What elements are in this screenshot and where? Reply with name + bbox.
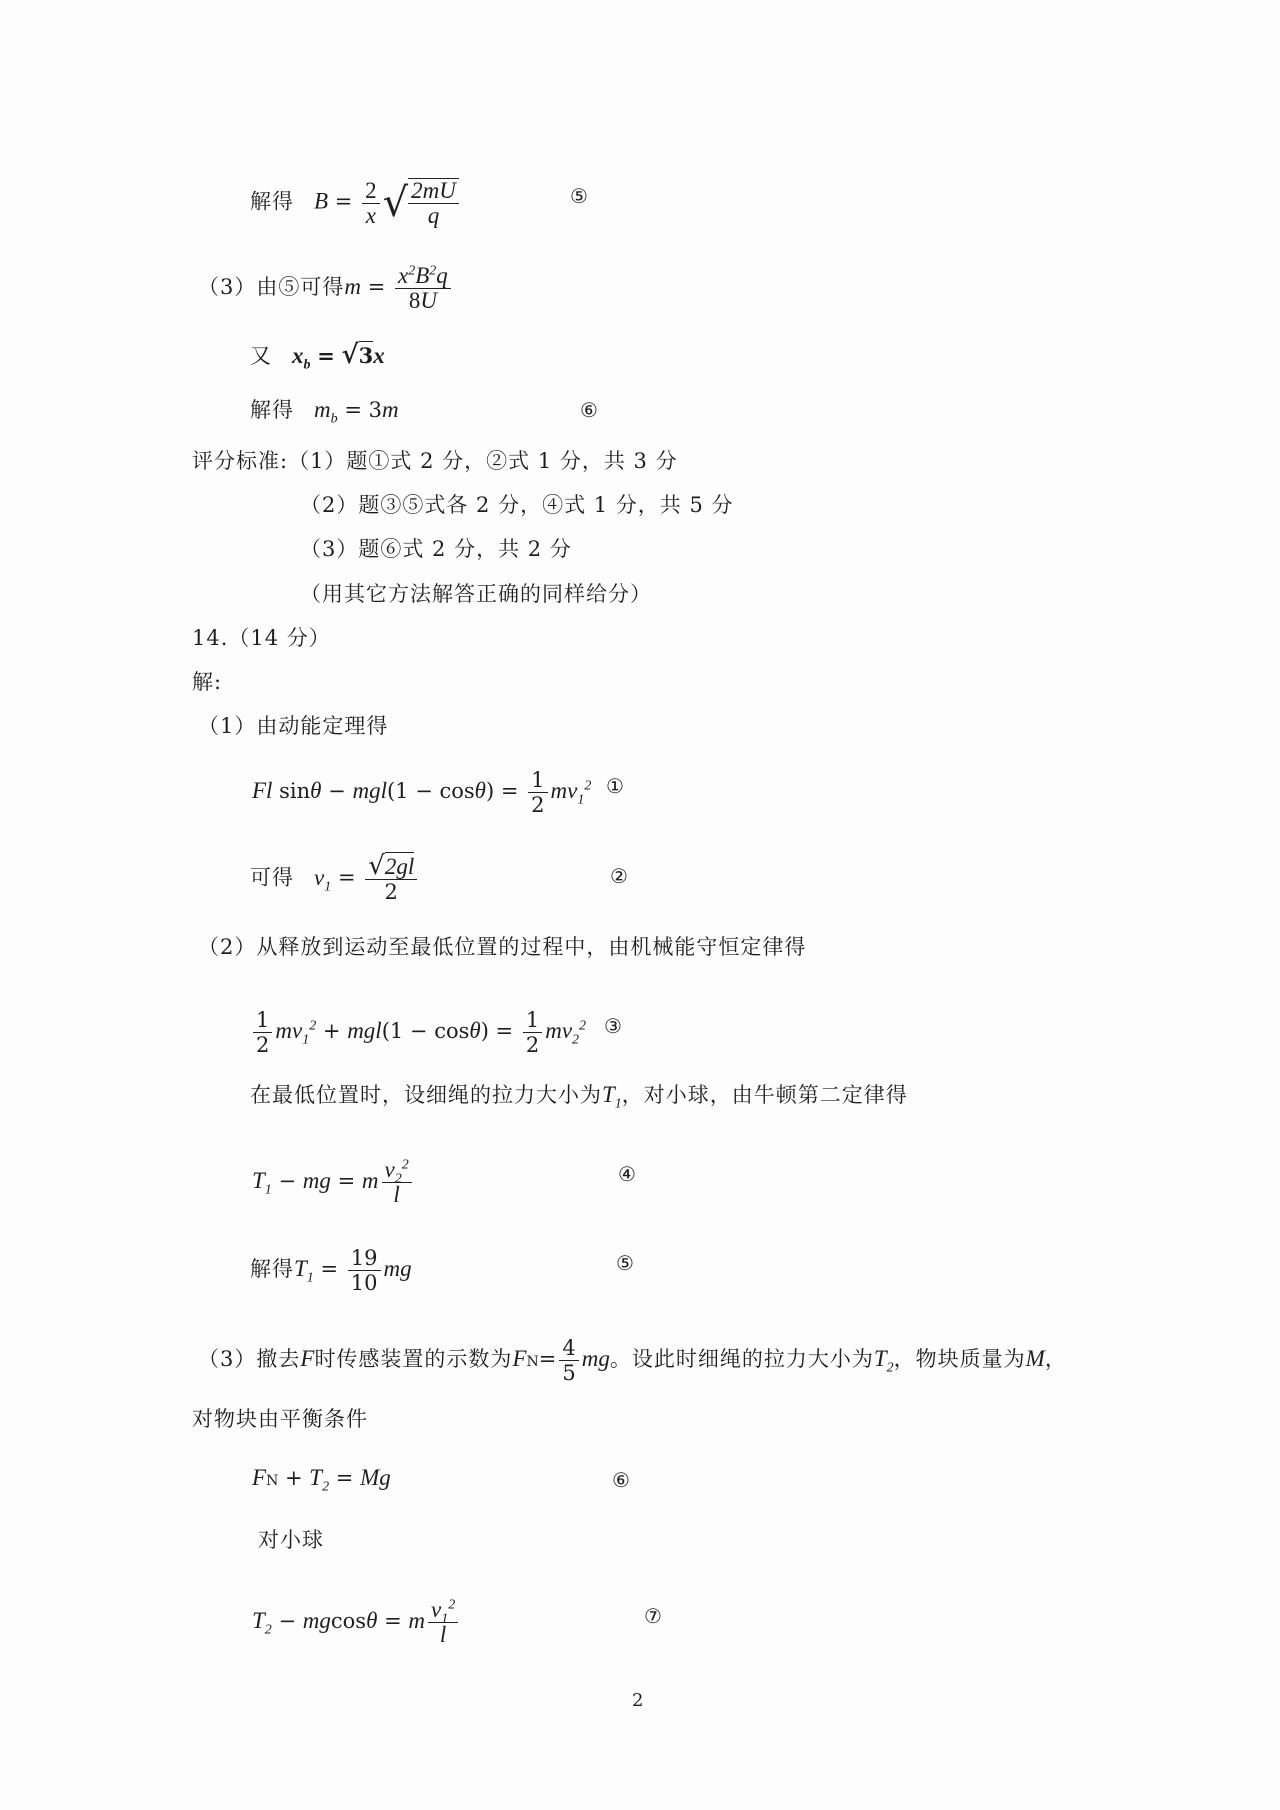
eq-xb: 又 $x_b = √3x$ xyxy=(250,340,385,373)
eq-tag: ⑦ xyxy=(644,1604,662,1628)
part-1-heading: （1）由动能定理得 xyxy=(198,714,389,738)
eq-1: Fl sinθ − mgl(1 − cosθ) = $\frac{1}{2}$ $mv_1^2$ xyxy=(252,768,592,817)
question-14-header: 14.（14 分） xyxy=(192,626,331,650)
eq-6: FN + $T_2 = Mg$ xyxy=(252,1465,391,1495)
eq-5: 解得$T_1$ = $\frac{19}{10}$ mg xyxy=(250,1246,412,1295)
solution-label: 解: xyxy=(192,670,223,694)
eq-4: $T_1$ − mg = m $\frac{v_2^2}{l}$ xyxy=(252,1158,415,1207)
score-line-4: （用其它方法解答正确的同样给分） xyxy=(300,582,652,606)
eq-tag: ② xyxy=(610,864,628,888)
eq-tag: ③ xyxy=(604,1014,622,1038)
eq-tag: ⑤ xyxy=(570,184,588,208)
eq-tag: ① xyxy=(606,774,624,798)
eq-3: $\frac{1}{2}$ $mv_1^2 + mgl(1 - \cos\theta)$ = $\frac{1}{2}$ $mv_2^2$ xyxy=(250,1008,586,1057)
low-position-text: 在最低位置时，设细绳的拉力大小为$T_1$，对小球，由牛顿第二定律得 xyxy=(250,1082,908,1112)
eq-m: （3）由⑤可得m = $\frac{x^2B^2q}{8U}$ xyxy=(198,264,454,313)
eq-tag: ⑥ xyxy=(580,398,598,422)
for-ball-text: 对小球 xyxy=(258,1528,324,1552)
eq-solve-b: 解得 B = $\frac{2}{x}$ √ $\frac{2mU}{q}$ xyxy=(250,178,459,228)
score-line-3: （3）题⑥式 2 分，共 2 分 xyxy=(300,537,572,561)
score-line-1: 评分标准:（1）题①式 2 分，②式 1 分，共 3 分 xyxy=(192,449,678,473)
page-number: 2 xyxy=(632,1690,644,1711)
eq-tag: ⑥ xyxy=(612,1468,630,1492)
eq-tag: ④ xyxy=(618,1162,636,1186)
score-line-2: （2）题③⑤式各 2 分，④式 1 分，共 5 分 xyxy=(300,493,734,517)
eq-tag: ⑤ xyxy=(616,1251,634,1275)
part-3-text-line-2: 对物块由平衡条件 xyxy=(192,1407,368,1431)
eq-mb: 解得 $m_b = 3m$ xyxy=(250,397,399,427)
part-2-heading: （2）从释放到运动至最低位置的过程中，由机械能守恒定律得 xyxy=(198,935,807,959)
part-3-text: （3）撤去F时传感装置的示数为FN= $\frac{4}{5}$ mg。设此时细绳的拉力大小为$T_2$，物块质量为M， xyxy=(198,1336,1067,1385)
eq-7: $T_2 - mgcos\theta = m$ $\frac{v_1^2}{l}$ xyxy=(252,1598,461,1647)
eq-2: 可得 $v_1$ = $\frac{√2gl}{2}$ xyxy=(250,854,420,904)
